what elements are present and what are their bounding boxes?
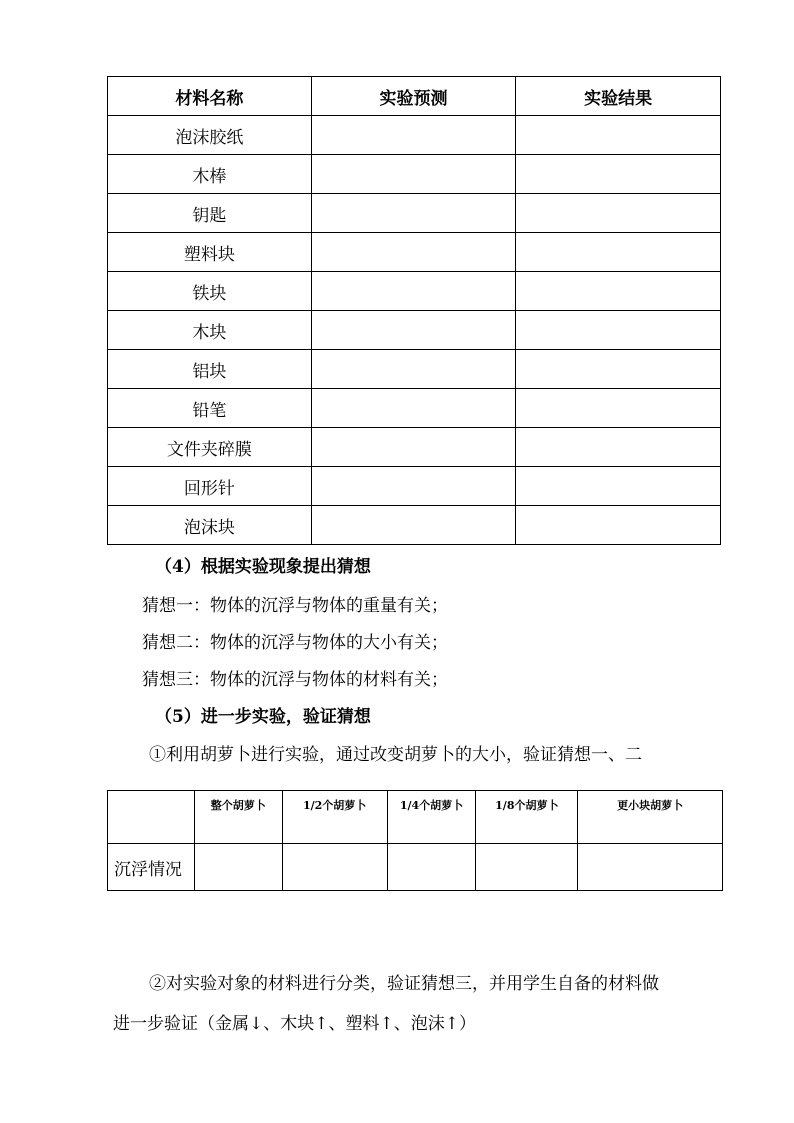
table-row <box>108 350 721 389</box>
prediction-cell[interactable] <box>311 233 516 272</box>
material-cell: 木块 <box>108 311 312 350</box>
header-empty <box>108 791 195 844</box>
prediction-cell[interactable] <box>311 311 516 350</box>
result-cell[interactable] <box>516 467 721 506</box>
result-cell[interactable] <box>516 428 721 467</box>
material-cell: 铝块 <box>108 350 312 389</box>
materials-table <box>107 76 721 545</box>
table-row <box>108 155 721 194</box>
hypothesis-1: 猜想一：物体的沉浮与物体的重量有关； <box>142 596 448 616</box>
header-material-name: 材料名称 <box>108 77 312 116</box>
prediction-cell[interactable] <box>311 389 516 428</box>
table-row <box>108 272 721 311</box>
table-row <box>108 428 721 467</box>
prediction-cell[interactable] <box>311 350 516 389</box>
table-header-row <box>108 791 723 844</box>
material-cell: 钥匙 <box>108 194 312 233</box>
material-cell: 泡沫块 <box>108 506 312 545</box>
material-cell: 回形针 <box>108 467 312 506</box>
prediction-cell[interactable] <box>311 467 516 506</box>
header-whole-carrot: 整个胡萝卜 <box>194 791 282 844</box>
table-row <box>108 467 721 506</box>
result-cell[interactable] <box>516 311 721 350</box>
result-cell[interactable] <box>516 350 721 389</box>
prediction-cell[interactable] <box>311 506 516 545</box>
carrot-table <box>107 790 723 891</box>
section5-heading: （5）进一步实验，验证猜想 <box>155 707 371 727</box>
result-cell[interactable] <box>516 389 721 428</box>
table-row <box>108 844 723 891</box>
step2-line1: ②对实验对象的材料进行分类，验证猜想三，并用学生自备的材料做 <box>149 974 659 994</box>
table-row <box>108 116 721 155</box>
table-row <box>108 233 721 272</box>
prediction-cell[interactable] <box>311 155 516 194</box>
result-cell[interactable] <box>516 116 721 155</box>
result-cell[interactable] <box>194 844 282 891</box>
result-cell[interactable] <box>578 844 723 891</box>
step1-text: ①利用胡萝卜进行实验，通过改变胡萝卜的大小，验证猜想一、二 <box>149 745 642 765</box>
material-cell: 木棒 <box>108 155 312 194</box>
hypothesis-2: 猜想二：物体的沉浮与物体的大小有关； <box>142 633 448 653</box>
result-cell[interactable] <box>516 233 721 272</box>
header-half-carrot: 1/2个胡萝卜 <box>282 791 387 844</box>
header-result: 实验结果 <box>516 77 721 116</box>
header-smaller-carrot: 更小块胡萝卜 <box>578 791 723 844</box>
prediction-cell[interactable] <box>311 194 516 233</box>
prediction-cell[interactable] <box>311 428 516 467</box>
material-cell: 文件夹碎膜 <box>108 428 312 467</box>
material-cell: 泡沫胶纸 <box>108 116 312 155</box>
prediction-cell[interactable] <box>311 116 516 155</box>
hypothesis-3: 猜想三：物体的沉浮与物体的材料有关； <box>142 670 448 690</box>
result-cell[interactable] <box>476 844 578 891</box>
result-cell[interactable] <box>516 272 721 311</box>
table-header-row <box>108 77 721 116</box>
header-prediction: 实验预测 <box>311 77 516 116</box>
result-cell[interactable] <box>282 844 387 891</box>
material-cell: 铅笔 <box>108 389 312 428</box>
step2-line2: 进一步验证（金属↓、木块↑、塑料↑、泡沫↑） <box>113 1014 476 1034</box>
table-row <box>108 311 721 350</box>
result-cell[interactable] <box>387 844 476 891</box>
result-cell[interactable] <box>516 194 721 233</box>
material-cell: 铁块 <box>108 272 312 311</box>
table-row <box>108 194 721 233</box>
material-cell: 塑料块 <box>108 233 312 272</box>
table-row <box>108 506 721 545</box>
row-label-float-sink: 沉浮情况 <box>108 844 195 891</box>
result-cell[interactable] <box>516 155 721 194</box>
header-eighth-carrot: 1/8个胡萝卜 <box>476 791 578 844</box>
section4-heading: （4）根据实验现象提出猜想 <box>155 557 371 577</box>
prediction-cell[interactable] <box>311 272 516 311</box>
header-quarter-carrot: 1/4个胡萝卜 <box>387 791 476 844</box>
result-cell[interactable] <box>516 506 721 545</box>
table-row <box>108 389 721 428</box>
